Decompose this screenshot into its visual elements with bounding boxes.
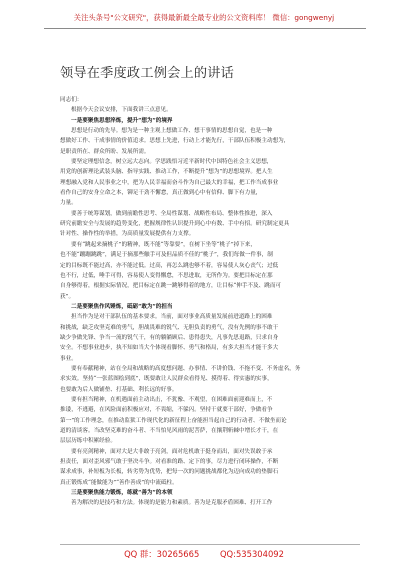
paragraph-line: 求实效。坚持“一张蓝图绘到底”，既要敢让人民群众看得见、摸得着、得实惠的实事， xyxy=(60,376,273,383)
paragraph-line: 获”。 xyxy=(60,293,75,300)
paragraph-line: 安全。不想事业进步，执不知如当大个体现看脚怀、勇气和格局，有多大担当才能干多大 xyxy=(60,345,279,352)
paragraph-line: 推诿，不逃避，在风险面前积极应对，不畏缩，不躲闪。坚持干就要干部好，争做看争 xyxy=(60,407,273,414)
paragraph-line: 要有“跳起来摘桃子”的精神，既不能“等靠要”，在树下坐等“桃子”掉下来， xyxy=(71,241,256,248)
paragraph-line: 看作自己的安身立命之本，铆足干劲不懈怠，真正做到心中有信仰、脚下有力量， xyxy=(60,190,262,197)
header-divider xyxy=(44,28,366,29)
paragraph-line: 道的清谈客。当改坚克难的奋斗者、不当怕见风雨的泥菩萨，在攘荆斩棘中增长才干，在 xyxy=(60,428,279,434)
section-heading: 一是要聚焦思想淬炼，提升“想为”的境界 xyxy=(71,117,173,124)
paragraph-line: 思想是行动的先导。想为是一种主观上想做工作、想干事情的思想自觉，也是一种 xyxy=(71,128,273,135)
paragraph-line: 根据今天会议安排，下面我讲三点意见。 xyxy=(71,107,172,114)
paragraph-line: 想做好工作、干成事情的价值追求。思想上先进，行动上才能先行，干部队伍积极主动想为， xyxy=(60,138,290,145)
section-heading: 三是要聚焦能力锻炼，练就“善为”的本领 xyxy=(71,490,173,497)
paragraph-line: 谋求成事，补短板为长板，转劣势为优势，把每一次的问题挑战都化为迈向成功的垫脚石 xyxy=(60,469,279,476)
paragraph-line: 定的目标既不能过高，亦不能过低。过高，再怎么跳也够不着，容易使人灰心丧气；过低 xyxy=(60,262,279,269)
page-title: 领导在季度政工例会上的讲话 xyxy=(60,66,235,81)
paragraph-line: 要善于统筹谋划，做到前瞻性思考、全局性谋划、战略性布局、整体性推进，深入 xyxy=(71,210,273,217)
paragraph-line: 第一”的工作理念，在推动监狱工作现代化的新征程上奋能担当起自己的行动者、不做坐而论 xyxy=(60,417,287,424)
paragraph-line: 要坚定理想信念，树立远大志向。学思践悟习近平新时代中国特色社会主义思想， xyxy=(71,159,273,166)
paragraph-line: 是职责所在、群众所盼、发展所需。 xyxy=(60,148,150,155)
paragraph-line: 缺少争做先锋、争当一流的锐气干，有的躺躺顾后、患得患失，凡事先思退路，只求自身 xyxy=(60,334,279,341)
footer xyxy=(0,548,408,560)
paragraph-line: 也要敢为后人做铺垫、打基础、利长远的好事。 xyxy=(60,386,178,393)
paragraph-line: 也不能“蹦蹦跳跳”，满足于摘那些触手可及但品质不佳的“桃子”，我们每做一件事，制 xyxy=(60,252,273,259)
section-heading: 二是要聚焦作风锤炼，砥砺“敢为”的担当 xyxy=(71,303,173,310)
paragraph-line: 真正锻炼成“能做能为”“善作善成”的中流砥柱。 xyxy=(60,479,178,486)
paragraph-line: 同志们： xyxy=(60,97,83,103)
paragraph-line: 研究前瞻安全与发展的趋势变化，把握规律性认识提升到心中有数、手中有招。研究制定更具 xyxy=(60,221,290,228)
header-banner[interactable]: 关注头条号"公文研究"，获得最新最全最专业的公文资料库！ 微信：gongwenyj xyxy=(73,13,335,22)
paragraph-line: 事业。 xyxy=(60,355,77,362)
paragraph-line: 层层历练中积累经验。 xyxy=(60,438,116,445)
paragraph-line: 也不行，过低，唾手可得，容易使人变得懈怠，不思进取，无所作为。要把目标定在那 xyxy=(60,272,273,279)
paragraph-line: 要有亮剑精神，面对大是大非敢于亮剑，面对危机敢于挺身而出，面对失误敢于承 xyxy=(71,448,273,455)
footer-divider xyxy=(60,544,360,545)
paragraph-line: 和挑战，缺乏攻坚克难的勇气，胆战畏难的锐气、无胆负责的勇气，没有先例的事不敢干 xyxy=(60,324,279,331)
footer-qq-group: QQ 群：30265665 xyxy=(124,549,200,559)
footer-qq: QQ:535304092 xyxy=(219,549,284,559)
paragraph-line: 善为解决的是技巧和方法。体现的是能力和素质。善为是克服矛盾困难、打开工作 xyxy=(71,500,273,507)
paragraph-line: 自身够得着，根据实际情况，把目标定在跳一跳够得着的地方，让目标“伸手不及、跳而可 xyxy=(60,283,282,290)
paragraph-line: 要有奉献精神，站在全局和战略的高度想问题、办事情、不讲价钱、不拖不变、不务虚名，务 xyxy=(71,365,301,372)
paragraph-line: 担责任，面对歪风邪气敢于坚决斗争。对看准的路、定下的事，尽力进行闭环操作，不断 xyxy=(60,459,279,466)
paragraph-line: 用党的创新理论武装头脑、指导实践、推动工作，不断提升“想为”的思想境界。把人生 xyxy=(60,169,273,176)
paragraph-line: 担当作为是对干部队伍的基本要求。当前，面对事业高质量发展前进道路上的困难 xyxy=(71,314,273,321)
paragraph-line: 力量。 xyxy=(60,200,77,207)
paragraph-line: 要有担当精神，在机遇面前主动出击，不犹豫、不观望，在困难面前迎难而上，不 xyxy=(71,396,273,403)
paragraph-line: 针对性、操作性的举措，为高质量发展提供有力支撑。 xyxy=(60,231,195,238)
paragraph-line: 理想融入党和人民事业之中，把为人民幸福而奋斗作为自己最大的幸福，把工作当成事业 xyxy=(60,179,279,186)
document-body xyxy=(60,95,360,509)
